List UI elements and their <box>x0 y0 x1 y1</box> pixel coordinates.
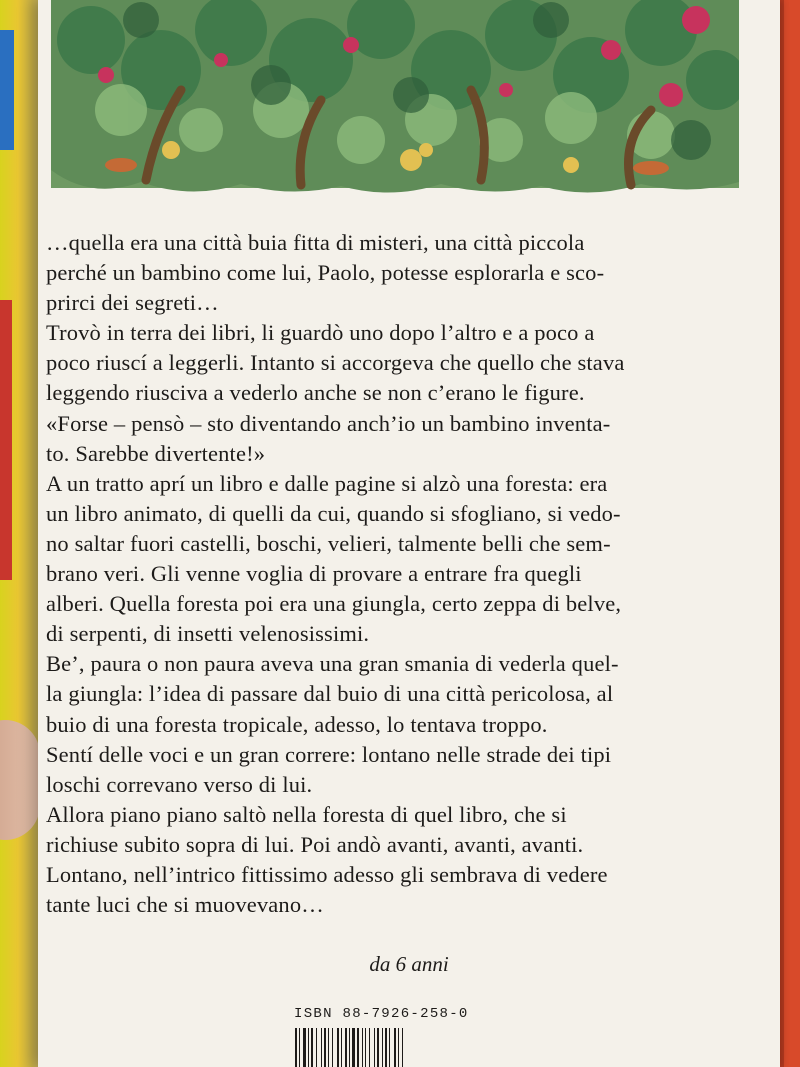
blurb-line: prirci dei segreti… <box>46 290 219 316</box>
blurb-line: tante luci che si muovevano… <box>46 892 324 918</box>
blurb-line: «Forse – pensò – sto diventando anch’io un bambino inventa- <box>46 410 611 436</box>
blurb-line: Allora piano piano saltò nella foresta di quel libro, che si <box>46 801 567 827</box>
blurb-line: poco riuscí a leggerli. Intanto si accorgeva che quello che stava <box>46 350 625 376</box>
blurb-line: richiuse subito sopra di lui. Poi andò avanti, avanti, avanti. <box>46 831 584 857</box>
jungle-illustration <box>51 0 739 200</box>
blurb-line: no saltar fuori castelli, boschi, velieri, talmente belli che sem- <box>46 530 611 556</box>
blurb-line: perché un bambino come lui, Paolo, potesse esplorarla e sco- <box>46 260 605 286</box>
blurb-line: Sentí delle voci e un gran correre: lontano nelle strade dei tipi <box>46 741 612 767</box>
barcode-icon <box>295 1028 467 1067</box>
thumb <box>0 720 40 840</box>
adjacent-book-red-stripe <box>0 300 12 580</box>
blurb-line: …quella era una città buia fitta di misteri, una città piccola <box>46 230 585 255</box>
blurb-line: la giungla: l’idea di passare dal buio di una città pericolosa, al <box>46 681 614 707</box>
blurb-line: di serpenti, di insetti velenosissimi. <box>46 621 370 647</box>
blurb-line: loschi correvano verso di lui. <box>46 771 313 797</box>
blurb-line: un libro animato, di quelli da cui, quando si sfogliano, si vedo- <box>46 500 621 526</box>
book-back-cover <box>38 0 780 1067</box>
blurb-line: brano veri. Gli venne voglia di provare a entrare fra quegli <box>46 561 582 587</box>
blurb-line: buio di una foresta tropicale, adesso, lo tentava troppo. <box>46 711 548 737</box>
isbn-label: ISBN 88-7926-258-0 <box>294 1006 469 1022</box>
blurb-line: to. Sarebbe divertente!» <box>46 440 266 466</box>
blurb-line: Lontano, nell’intrico fittissimo adesso gli sembrava di vedere <box>46 861 608 887</box>
blurb-line: Be’, paura o non paura aveva una gran smania di vederla quel- <box>46 651 619 677</box>
age-label: da 6 anni <box>369 952 449 976</box>
adjacent-book-blue-stripe <box>0 30 14 150</box>
blurb-line: leggendo riusciva a vederlo anche se non c’erano le figure. <box>46 380 585 406</box>
blurb-line: Trovò in terra dei libri, li guardò uno dopo l’altro e a poco a <box>46 320 595 346</box>
blurb-line: A un tratto aprí un libro e dalle pagine si alzò una foresta: era <box>46 470 608 496</box>
blurb-line: alberi. Quella foresta poi era una giungla, certo zeppa di belve, <box>46 591 622 617</box>
blurb-text <box>46 228 772 920</box>
